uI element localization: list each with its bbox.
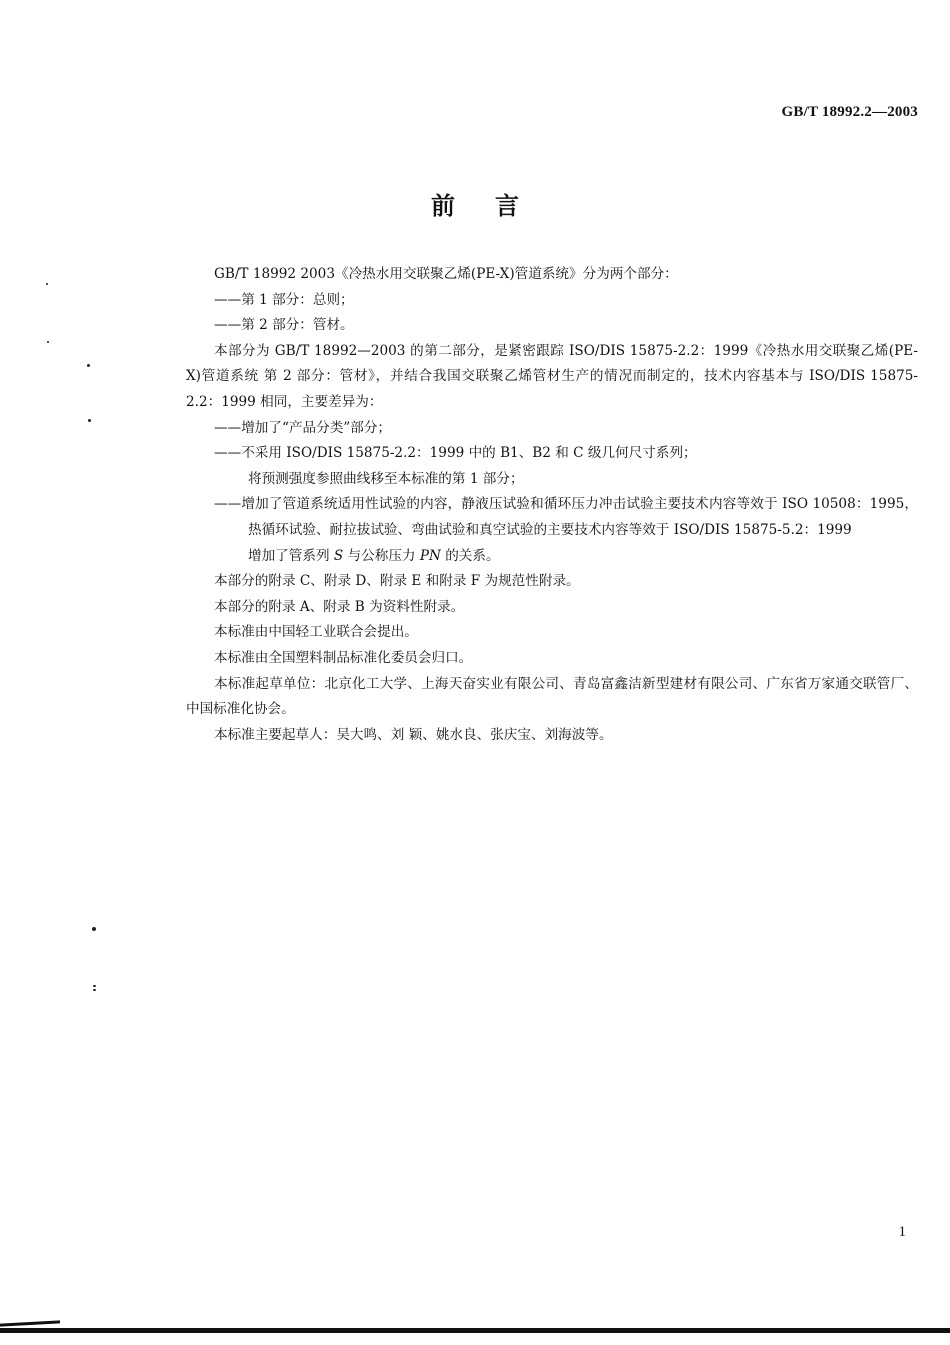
list-item-diff4 bbox=[186, 544, 918, 570]
symbol-s: S bbox=[333, 547, 344, 564]
standard-code: GB/T 18992.2—2003 bbox=[781, 104, 918, 120]
scan-speck bbox=[87, 364, 90, 367]
paragraph-scope: 本部分为 GB/T 18992—2003 的第二部分，是紧密跟踪 ISO/DIS 15875-2.2：1999《冷热水用交联聚乙烯(PE-X)管道系统 第 2 部分：管材》，并结合我国交联聚乙烯管材生产的情况而制定的，技术内容基本与 ISO/DIS 15875-2.2：1999 相同，主要差异为： bbox=[186, 342, 918, 410]
paragraph-normative-annexes: 本部分的附录 C、附录 D、附录 E 和附录 F 为规范性附录。 bbox=[214, 573, 580, 590]
scan-speck bbox=[93, 985, 96, 987]
paragraph-proposed-by: 本标准由中国轻工业联合会提出。 bbox=[214, 624, 418, 641]
list-item-diff2: ——不采用 ISO/DIS 15875-2.2：1999 中的 B1、B2 和 C 级几何尺寸系列； bbox=[214, 445, 697, 462]
diff4-text-a: 增加了管系列 bbox=[248, 547, 334, 564]
scan-edge-mark bbox=[0, 1320, 60, 1326]
paragraph-intro: GB/T 18992 2003《冷热水用交联聚乙烯(PE-X)管道系统》分为两个部分： bbox=[214, 266, 678, 282]
list-item-diff1: ——增加了“产品分类”部分； bbox=[214, 419, 392, 436]
scan-speck bbox=[92, 927, 96, 931]
paragraph-drafting-units: 本标准起草单位：北京化工大学、上海天奋实业有限公司、青岛富鑫洁新型建材有限公司、广东省万家通交联管厂、中国标准化协会。 bbox=[186, 675, 918, 718]
foreword-body bbox=[186, 262, 918, 748]
diff4-text-c: 的关系。 bbox=[440, 547, 500, 564]
page-number: 1 bbox=[898, 1224, 906, 1240]
list-item-part2: ——第 2 部分：管材。 bbox=[214, 317, 354, 334]
scan-speck bbox=[93, 989, 96, 991]
paragraph-informative-annexes: 本部分的附录 A、附录 B 为资料性附录。 bbox=[214, 598, 465, 615]
list-item-diff3: ——增加了管道系统适用性试验的内容，静液压试验和循环压力冲击试验主要技术内容等效于 ISO 10508：1995，热循环试验、耐拉拔试验、弯曲试验和真空试验的主要技术内容等效于 ISO/DIS 15875-5.2：1999 bbox=[214, 496, 918, 538]
paragraph-managed-by: 本标准由全国塑料制品标准化委员会归口。 bbox=[214, 649, 473, 666]
scan-speck bbox=[88, 419, 91, 422]
diff4-text-b: 与公称压力 bbox=[343, 547, 420, 564]
list-item-diff2-cont: 将预测强度参照曲线移至本标准的第 1 部分； bbox=[248, 470, 524, 487]
symbol-pn: PN bbox=[419, 547, 441, 564]
list-item-part1: ——第 1 部分：总则； bbox=[214, 291, 354, 308]
scan-speck bbox=[46, 283, 48, 285]
page-title: 前言 bbox=[431, 192, 559, 220]
bottom-rule bbox=[0, 1328, 950, 1333]
paragraph-drafters: 本标准主要起草人：吴大鸣、刘 颖、姚水良、张庆宝、刘海波等。 bbox=[214, 726, 613, 743]
scan-speck bbox=[47, 341, 49, 343]
